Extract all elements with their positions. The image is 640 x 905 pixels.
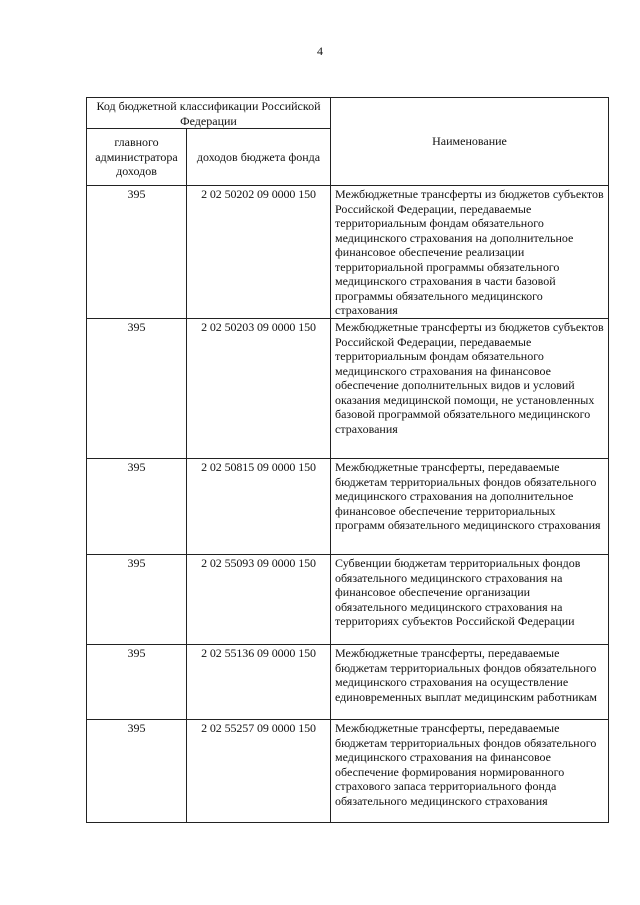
cell-admin-code: 395 xyxy=(87,555,187,645)
cell-income-code: 2 02 50202 09 0000 150 xyxy=(187,186,331,319)
cell-name: Межбюджетные трансферты из бюджетов субъектов Российской Федерации, передаваемые территориальным фондам обязательного медицинского страхования на дополнительное финансовое обеспечение реализации территориальной программы обязательного медицинского страхования в части базовой программы обязательного медицинского страхования xyxy=(331,186,609,319)
cell-name: Субвенции бюджетам территориальных фондов обязательного медицинского страхования на финансовое обеспечение организации обязательного медицинского страхования на территориях субъектов Российской Федерации xyxy=(331,555,609,645)
table-row xyxy=(87,720,609,823)
table-row xyxy=(87,459,609,555)
cell-admin-code: 395 xyxy=(87,645,187,720)
page-number: 4 xyxy=(317,44,323,58)
table-row xyxy=(87,555,609,645)
cell-name: Межбюджетные трансферты, передаваемые бюджетам территориальных фондов обязательного медицинского страхования на дополнительное финансовое обеспечение территориальных программ обязательного медицинского страхования xyxy=(331,459,609,555)
header-budget-classification: Код бюджетной классификации Российской Федерации xyxy=(87,98,331,129)
cell-income-code: 2 02 50203 09 0000 150 xyxy=(187,319,331,459)
table-row xyxy=(87,186,609,319)
cell-admin-code: 395 xyxy=(87,319,187,459)
cell-name: Межбюджетные трансферты, передаваемые бюджетам территориальных фондов обязательного медицинского страхования на финансовое обеспечение формирования нормированного страхового запаса территориального фонда обязательного медицинского страхования xyxy=(331,720,609,823)
cell-income-code: 2 02 50815 09 0000 150 xyxy=(187,459,331,555)
cell-income-code: 2 02 55136 09 0000 150 xyxy=(187,645,331,720)
header-name: Наименование xyxy=(331,98,609,186)
table-header-row xyxy=(87,98,609,129)
cell-admin-code: 395 xyxy=(87,186,187,319)
cell-income-code: 2 02 55257 09 0000 150 xyxy=(187,720,331,823)
cell-income-code: 2 02 55093 09 0000 150 xyxy=(187,555,331,645)
cell-name: Межбюджетные трансферты, передаваемые бюджетам территориальных фондов обязательного медицинского страхования на осуществление единовременных выплат медицинским работникам xyxy=(331,645,609,720)
cell-admin-code: 395 xyxy=(87,459,187,555)
cell-admin-code: 395 xyxy=(87,720,187,823)
cell-name: Межбюджетные трансферты из бюджетов субъектов Российской Федерации, передаваемые территориальным фондам обязательного медицинского страхования на финансовое обеспечение дополнительных видов и условий оказания медицинской помощи, не установленных базовой программой обязательного медицинского страхования xyxy=(331,319,609,459)
header-admin: главного администратора доходов xyxy=(87,129,187,186)
budget-classification-table xyxy=(86,97,609,823)
header-code: доходов бюджета фонда xyxy=(187,129,331,186)
table-row xyxy=(87,319,609,459)
table-row xyxy=(87,645,609,720)
